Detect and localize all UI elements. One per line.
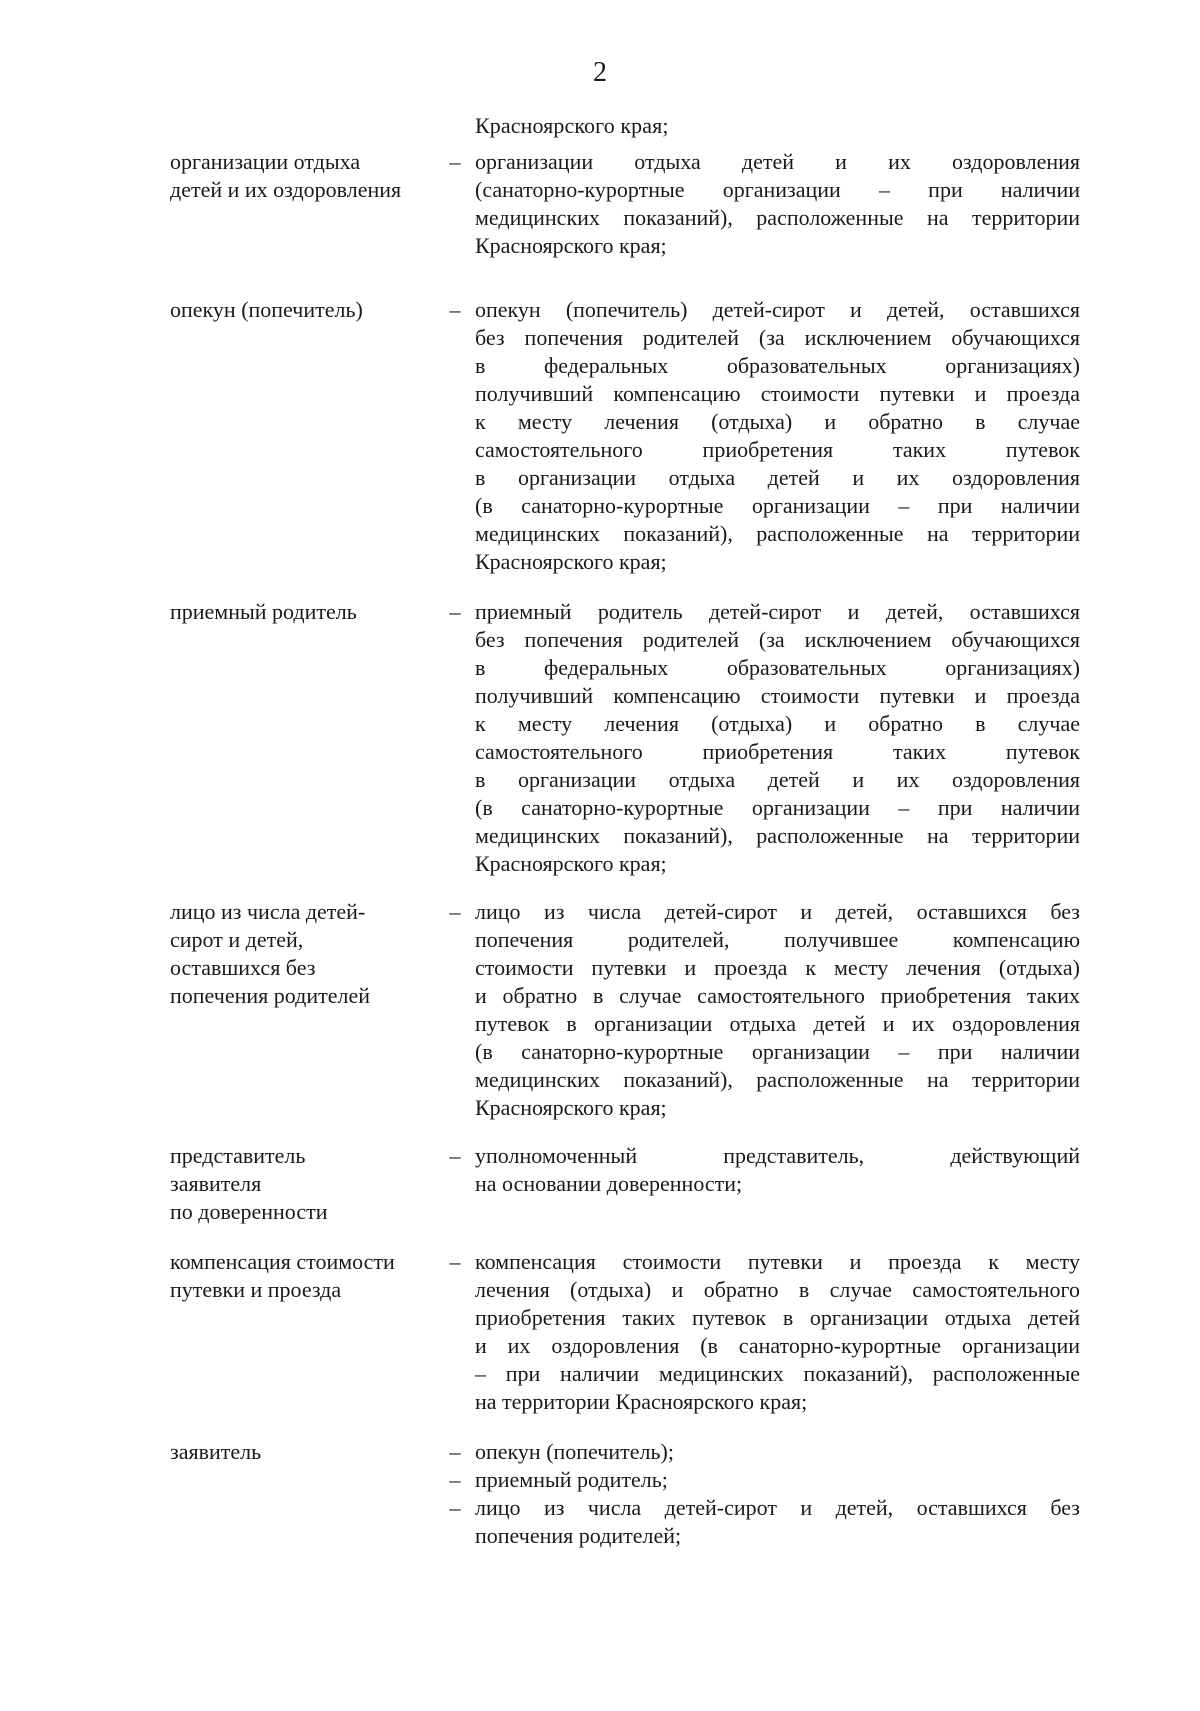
definition-dash: – (449, 297, 461, 322)
definition-term: приемный родитель (170, 599, 357, 624)
definition-term: компенсация стоимости путевки и проезда (170, 1249, 395, 1302)
definition-term: опекун (попечитель) (170, 297, 363, 322)
definition-text: компенсация стоимости путевки и проезда к месту лечения (отдыха) и обратно в случае самостоятельного приобретения таких путевок в организации отдыха детей и их оздоровления (в санаторно-курортные организации – при наличии медицинских показаний), расположенные на территории Красноярского края; (475, 1249, 1080, 1414)
definition-term: лицо из числа детей- сирот и детей, оставшихся без попечения родителей (170, 899, 370, 1008)
definition-dash: – (449, 1143, 461, 1168)
definition-term: организации отдыха детей и их оздоровления (170, 149, 402, 202)
definition-dash: – (449, 599, 461, 624)
definition-text: опекун (попечитель) детей-сирот и детей, оставшихся без попечения родителей (за исключением обучающихся в федеральных образовательных организациях) получивший компенсацию стоимости путевки и проезда к месту лечения (отдыха) и обратно в случае самостоятельного приобретения таких путевок в организации отдыха детей и их оздоровления (в санаторно-курортные организации – при наличии медицинских показаний), расположенные на территории Красноярского края; (475, 297, 1080, 574)
list-dash: – (449, 1439, 461, 1464)
definition-text: организации отдыха детей и их оздоровления (санаторно-курортные организации – при наличии медицинских показаний), расположенные на территории Красноярского края; (475, 149, 1080, 258)
applicant-list (449, 1438, 1080, 1550)
list-item: – лицо из числа детей-сирот и детей, оставшихся без попечения родителей; (475, 1494, 1080, 1550)
definition-dash: – (449, 149, 461, 174)
continuation-text: Красноярского края; (475, 113, 669, 138)
definition-term: заявитель (170, 1439, 262, 1464)
definition-text: лицо из числа детей-сирот и детей, оставшихся без попечения родителей, получившее компенсацию стоимости путевки и проезда к месту лечения (отдыха) и обратно в случае самостоятельного приобретения таких путевок в организации отдыха детей и их оздоровления (в санаторно-курортные организации – при наличии медицинских показаний), расположенные на территории Красноярского края; (475, 899, 1080, 1120)
list-dash: – (449, 1467, 461, 1492)
definition-dash: – (449, 899, 461, 924)
definition-text: приемный родитель детей-сирот и детей, оставшихся без попечения родителей (за исключением обучающихся в федеральных образовательных организациях) получивший компенсацию стоимости путевки и проезда к месту лечения (отдыха) и обратно в случае самостоятельного приобретения таких путевок в организации отдыха детей и их оздоровления (в санаторно-курортные организации – при наличии медицинских показаний), расположенные на территории Красноярского края; (475, 599, 1080, 876)
definition-term: представитель заявителя по доверенности (170, 1143, 328, 1224)
definition-text: уполномоченный представитель, действующий на основании доверенности; (475, 1143, 1080, 1196)
list-item: – опекун (попечитель); (475, 1438, 1080, 1466)
list-item: – приемный родитель; (475, 1466, 1080, 1494)
list-dash: – (449, 1495, 461, 1520)
page-number: 2 (593, 57, 607, 88)
definition-dash: – (449, 1249, 461, 1274)
